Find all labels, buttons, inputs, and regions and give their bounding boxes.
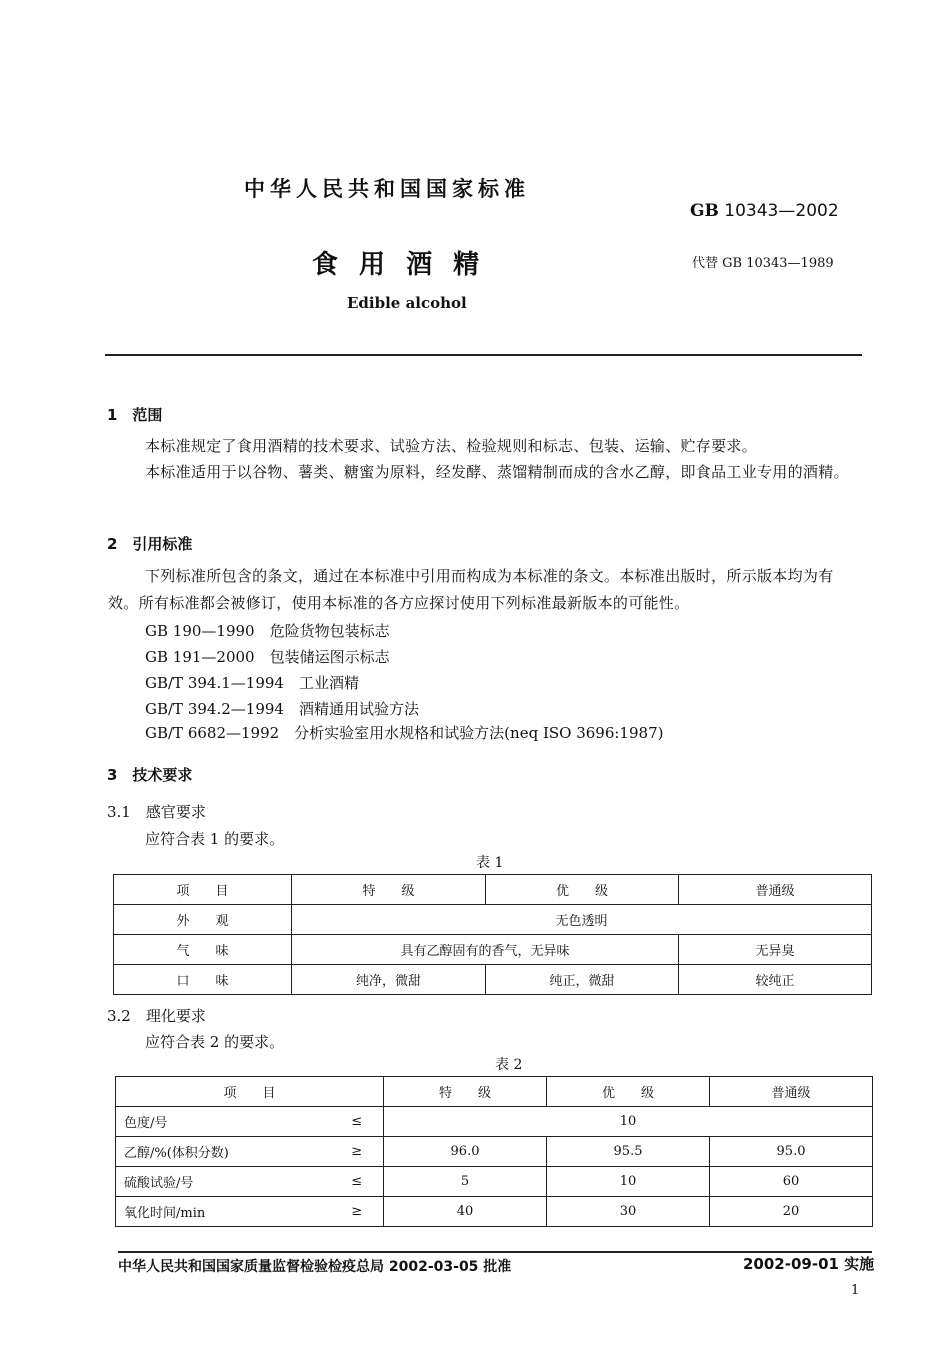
section-3-1-heading: 3.1 感官要求 (107, 803, 206, 821)
section-3-heading: 3 技术要求 (107, 766, 193, 784)
table-cell: 具有乙醇固有的香气，无异味 (292, 935, 679, 965)
table-header-cell: 优 级 (547, 1077, 710, 1107)
table-cell: 无色透明 (292, 905, 872, 935)
table-cell: 20 (710, 1197, 873, 1227)
table-cell: 口 味 (114, 965, 292, 995)
table-cell: 96.0 (384, 1137, 547, 1167)
table-cell: 10 (384, 1107, 873, 1137)
section-2-heading: 2 引用标准 (107, 535, 193, 553)
table-cell-operator: ≤ (331, 1107, 384, 1137)
table-cell: 40 (384, 1197, 547, 1227)
table-1 (113, 874, 872, 995)
table-header-cell: 普通级 (679, 875, 872, 905)
standard-number-digits: 10343—2002 (724, 201, 839, 221)
table-cell: 乙醇/%(体积分数) (116, 1137, 331, 1167)
table-row (116, 1167, 873, 1197)
table-cell: 95.5 (547, 1137, 710, 1167)
table-cell-operator: ≤ (331, 1167, 384, 1197)
table-header-cell: 项 目 (116, 1077, 384, 1107)
table-2-caption: 表 2 (495, 1057, 523, 1073)
table-row (116, 1137, 873, 1167)
table-cell: 较纯正 (679, 965, 872, 995)
table-cell: 外 观 (114, 905, 292, 935)
table-cell: 纯正，微甜 (486, 965, 679, 995)
section-1-paragraph-1: 本标准规定了食用酒精的技术要求、试验方法、检验规则和标志、包装、运输、贮存要求。 (145, 437, 758, 455)
table-header-cell: 普通级 (710, 1077, 873, 1107)
table-row (114, 965, 872, 995)
section-3-2-heading: 3.2 理化要求 (107, 1007, 206, 1025)
section-3-2-text: 应符合表 2 的要求。 (145, 1033, 285, 1051)
table-cell-operator: ≥ (331, 1137, 384, 1167)
replaces-note: 代替 GB 10343—1989 (692, 256, 834, 271)
effective-date: 2002-09-01 实施 (743, 1255, 875, 1273)
table-header-cell: 特 级 (384, 1077, 547, 1107)
table-cell: 10 (547, 1167, 710, 1197)
national-standard-title: 中华人民共和国国家标准 (244, 177, 530, 201)
table-cell: 95.0 (710, 1137, 873, 1167)
table-cell: 色度/号 (116, 1107, 331, 1137)
reference-item: GB/T 394.2—1994 酒精通用试验方法 (145, 700, 419, 718)
table-cell: 60 (710, 1167, 873, 1197)
standard-number-prefix: GB (690, 201, 719, 221)
section-1-paragraph-2: 本标准适用于以谷物、薯类、糖蜜为原料，经发酵、蒸馏精制而成的含水乙醇，即食品工业专用的酒精。 (145, 463, 849, 481)
page-number: 1 (851, 1283, 860, 1298)
table-cell: 纯净，微甜 (292, 965, 486, 995)
section-2-paragraph: 下列标准所包含的条文，通过在本标准中引用而构成为本标准的条文。本标准出版时，所示版本均为有效。所有标准都会被修订，使用本标准的各方应探讨使用下列标准最新版本的可能性。 (108, 567, 834, 612)
table-header-cell: 优 级 (486, 875, 679, 905)
table-cell: 30 (547, 1197, 710, 1227)
table-cell: 氧化时间/min (116, 1197, 331, 1227)
issuer-approval: 中华人民共和国国家质量监督检验检疫总局 2002-03-05 批准 (118, 1259, 512, 1275)
table-cell: 5 (384, 1167, 547, 1197)
section-3-1-text: 应符合表 1 的要求。 (145, 830, 285, 848)
table-cell: 无异臭 (679, 935, 872, 965)
table-row (114, 935, 872, 965)
table-2 (115, 1076, 873, 1227)
reference-item: GB/T 394.1—1994 工业酒精 (145, 674, 359, 692)
table-row (116, 1077, 873, 1107)
reference-item: GB/T 6682—1992 分析实验室用水规格和试验方法(neq ISO 3696:1987) (145, 724, 664, 742)
table-row (114, 875, 872, 905)
english-title: Edible alcohol (347, 294, 467, 312)
table-cell: 气 味 (114, 935, 292, 965)
table-row (116, 1197, 873, 1227)
table-header-cell: 项 目 (114, 875, 292, 905)
table-row (116, 1107, 873, 1137)
reference-item: GB 190—1990 危险货物包装标志 (145, 622, 390, 640)
header-rule (105, 354, 862, 356)
section-1-heading: 1 范围 (107, 406, 163, 424)
standard-number (690, 201, 839, 221)
reference-item: GB 191—2000 包装储运图示标志 (145, 648, 390, 666)
table-cell: 硫酸试验/号 (116, 1167, 331, 1197)
table-row (114, 905, 872, 935)
table-cell-operator: ≥ (331, 1197, 384, 1227)
doc-title: 食 用 酒 精 (312, 250, 486, 280)
table-header-cell: 特 级 (292, 875, 486, 905)
table-1-caption: 表 1 (476, 855, 504, 871)
